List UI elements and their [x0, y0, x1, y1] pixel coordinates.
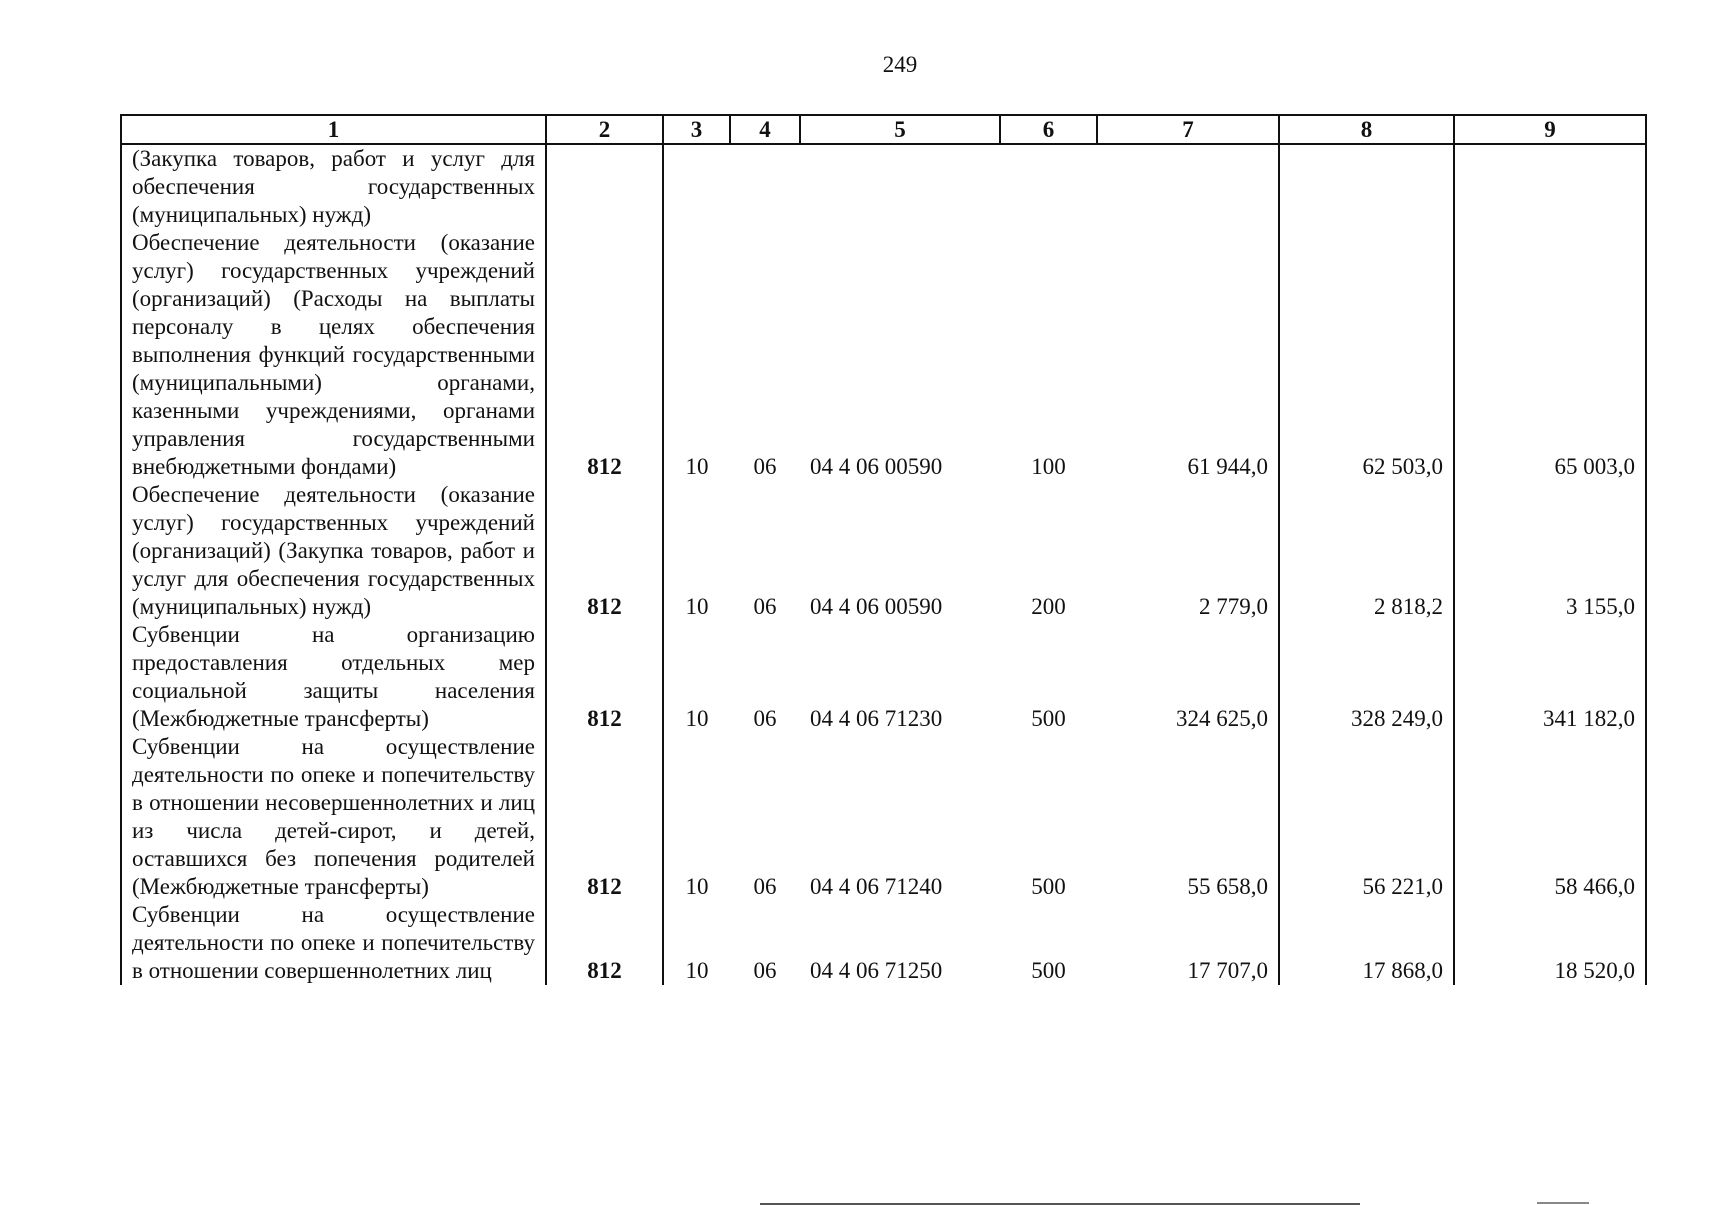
cell-subsection: 06	[753, 874, 777, 899]
cell-section	[663, 144, 730, 229]
cell-department	[546, 144, 663, 229]
column-header-8: 8	[1279, 115, 1454, 144]
cell-expense-type	[1000, 144, 1097, 229]
cell-department: 812	[546, 733, 663, 901]
cell-amount-7: 55 658,0	[1097, 733, 1279, 901]
cell-department: 812	[546, 621, 663, 733]
column-header-2: 2	[546, 115, 663, 144]
cell-amount-8	[1279, 144, 1454, 229]
cell-target-article	[800, 144, 1000, 229]
cell-section: 10	[663, 733, 730, 901]
row-description: Обеспечение деятельности (оказание услуг) государственных учреждений (организаций) (Закупка товаров, работ и услуг для обеспечения государственных (муниципальных) нужд)	[121, 481, 546, 621]
cell-subsection: 06	[753, 958, 777, 983]
table-row	[121, 481, 1646, 621]
column-header-3: 3	[663, 115, 730, 144]
cell-amount-7: 324 625,0	[1097, 621, 1279, 733]
cell-department: 812	[546, 481, 663, 621]
cell-subsection: 06	[753, 706, 777, 731]
cell-expense-type: 200	[1031, 594, 1066, 619]
row-description: Субвенции на осуществление деятельности по опеке и попечительству в отношении совершеннолетних лиц	[121, 901, 546, 985]
column-header-6: 6	[1000, 115, 1097, 144]
cell-amount-7: 2 779,0	[1097, 481, 1279, 621]
table-row	[121, 621, 1646, 733]
cell-amount-9: 58 466,0	[1454, 733, 1646, 901]
column-header-4: 4	[730, 115, 800, 144]
column-header-7: 7	[1097, 115, 1279, 144]
cell-amount-8: 62 503,0	[1279, 229, 1454, 481]
cell-expense-type: 500	[1031, 706, 1066, 731]
budget-table	[120, 114, 1647, 985]
cell-target-article: 04 4 06 00590	[810, 454, 943, 479]
cell-target-article: 04 4 06 00590	[810, 594, 943, 619]
cell-amount-9: 341 182,0	[1454, 621, 1646, 733]
cell-expense-type: 100	[1031, 454, 1066, 479]
cell-target-article: 04 4 06 71230	[810, 706, 943, 731]
row-description: Субвенции на осуществление деятельности по опеке и попечительству в отношении несовершеннолетних и лиц из числа детей-сирот, и детей, оставшихся без попечения родителей (Межбюджетные трансферты)	[121, 733, 546, 901]
column-header-9: 9	[1454, 115, 1646, 144]
cell-amount-8: 2 818,2	[1279, 481, 1454, 621]
cell-amount-8: 17 868,0	[1279, 901, 1454, 985]
row-description: (Закупка товаров, работ и услуг для обеспечения государственных (муниципальных) нужд)	[121, 144, 546, 229]
table-row	[121, 733, 1646, 901]
row-description: Субвенции на организацию предоставления отдельных мер социальной защиты населения (Межбюджетные трансферты)	[121, 621, 546, 733]
cell-subsection	[730, 144, 800, 229]
cell-subsection: 06	[753, 454, 777, 479]
cell-amount-9	[1454, 144, 1646, 229]
cell-expense-type: 500	[1031, 874, 1066, 899]
cell-amount-8: 328 249,0	[1279, 621, 1454, 733]
row-description: Обеспечение деятельности (оказание услуг) государственных учреждений (организаций) (Расходы на выплаты персоналу в целях обеспечения выполнения функций государственными (муниципальными) органами, казенными учреждениями, органами управления государственными внебюджетными фондами)	[121, 229, 546, 481]
cell-amount-9: 3 155,0	[1454, 481, 1646, 621]
cell-department: 812	[546, 901, 663, 985]
column-header-5: 5	[800, 115, 1000, 144]
cell-expense-type: 500	[1031, 958, 1066, 983]
page-number: 249	[882, 52, 918, 77]
cell-section: 10	[663, 481, 730, 621]
cell-amount-8: 56 221,0	[1279, 733, 1454, 901]
cell-target-article: 04 4 06 71240	[810, 874, 943, 899]
cell-amount-9: 65 003,0	[1454, 229, 1646, 481]
cell-amount-7: 61 944,0	[1097, 229, 1279, 481]
cell-section: 10	[663, 621, 730, 733]
column-header-1: 1	[121, 115, 546, 144]
cell-section: 10	[663, 229, 730, 481]
cell-target-article: 04 4 06 71250	[810, 958, 943, 983]
table-row	[121, 229, 1646, 481]
cell-amount-9: 18 520,0	[1454, 901, 1646, 985]
cell-department: 812	[546, 229, 663, 481]
cell-amount-7: 17 707,0	[1097, 901, 1279, 985]
table-row	[121, 901, 1646, 985]
table-header-row	[121, 115, 1646, 144]
cell-section: 10	[663, 901, 730, 985]
table-row	[121, 144, 1646, 229]
bottom-divider-short	[1537, 1202, 1589, 1204]
cell-amount-7	[1097, 144, 1279, 229]
cell-subsection: 06	[753, 594, 777, 619]
